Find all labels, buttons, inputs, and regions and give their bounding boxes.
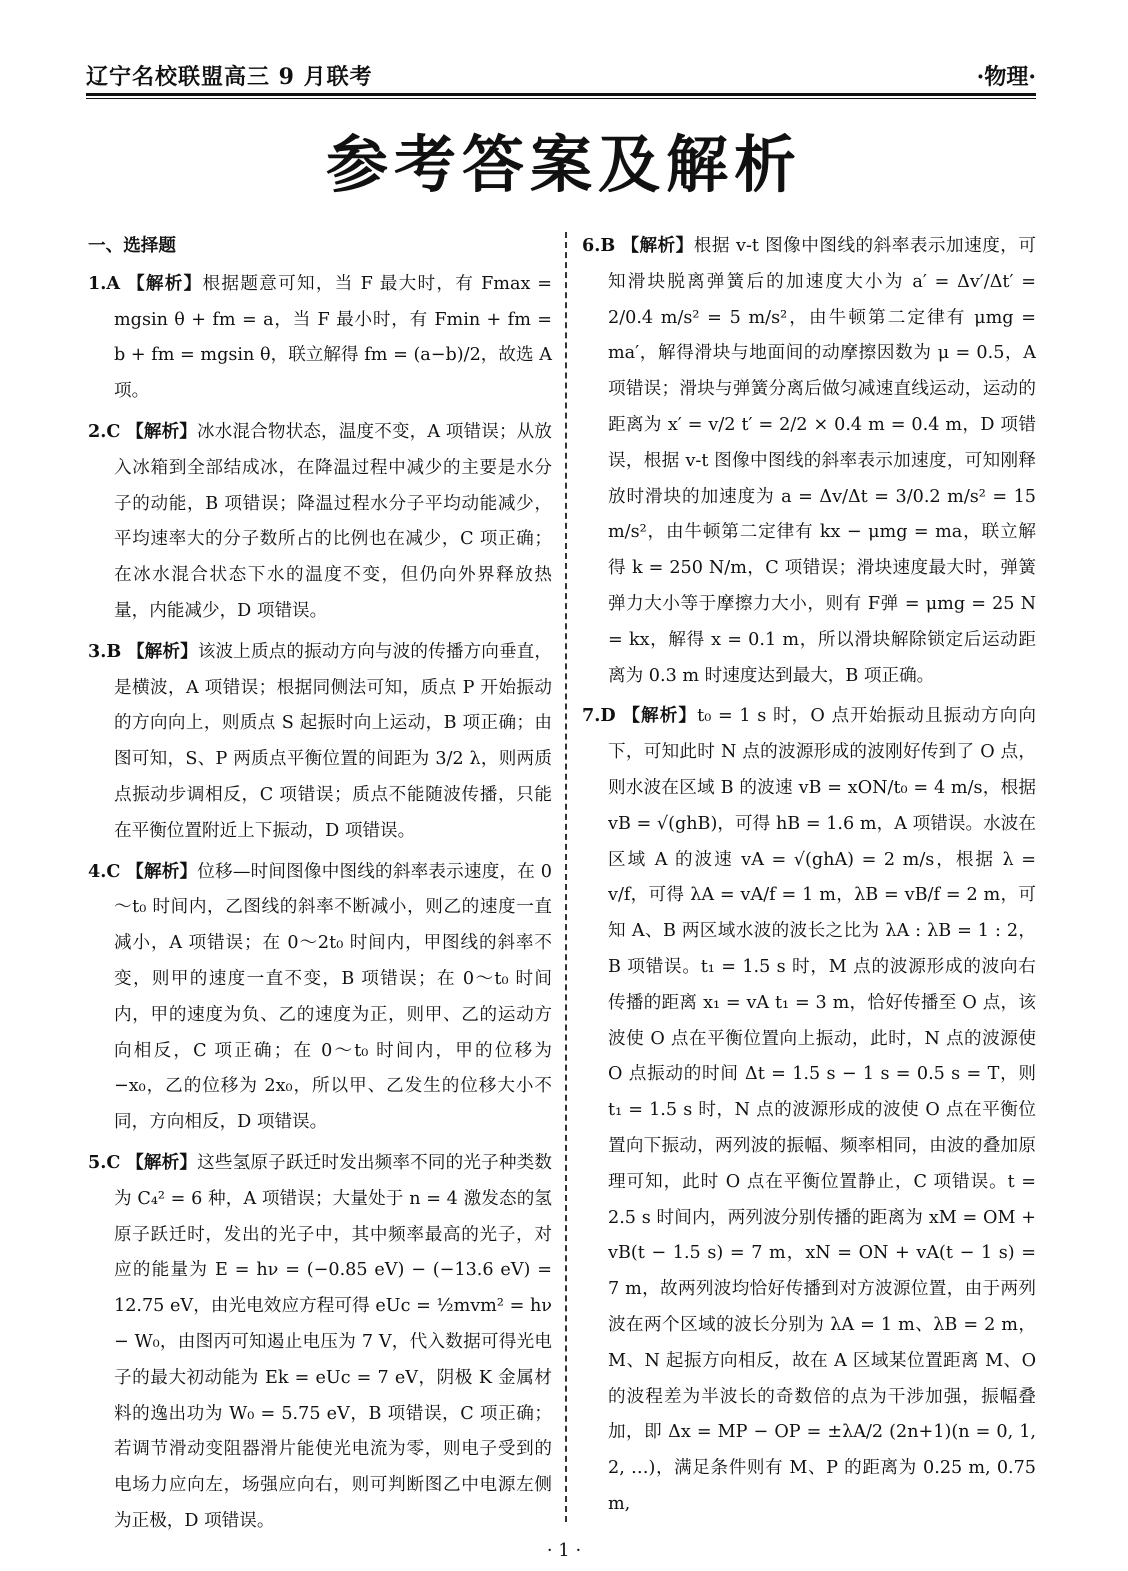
answer-item-2: [88, 414, 552, 630]
item-answer: B: [600, 235, 616, 256]
item-text: 根据 v-t 图像中图线的斜率表示加速度，可知滑块脱离弹簧后的加速度大小为 a′ = Δv′/Δt′ = 2/0.4 m/s² = 5 m/s²，由牛顿第二定律有 μmg = ma′，解得滑块与地面间的动摩擦因数为 μ = 0.5，A 项错误；滑块与弹簧分离后做匀减速直线运动，运动的距离为 x′ = v/2 t′ = 2/2 × 0.4 m = 0.4 m，D 项错误，根据 v-t 图像中图线的斜率表示加速度，可知刚释放时滑块的加速度为 a = Δv/Δt = 3/0.2 m/s² = 15 m/s²，由牛顿第二定律有 kx − μmg = ma，联立解得 k = 250 N/m，C 项错误；滑块速度最大时，弹簧弹力大小等于摩擦力大小，则有 F弹 = μmg = 25 N = kx，解得 x = 0.1 m，所以滑块解除锁定后运动距离为 0.3 m 时速度达到最大，B 项正确。: [608, 236, 1036, 686]
answer-item-1: [88, 266, 552, 410]
item-text: 冰水混合物状态，温度不变，A 项错误；从放入冰箱到全部结成冰，在降温过程中减少的主要是水分子的动能，B 项错误；降温过程水分子平均动能减少，平均速率大的分子数所占的比例也在减少，C 项正确；在冰水混合状态下水的温度不变，但仍向外界释放热量，内能减少，D 项错误。: [114, 421, 552, 621]
subject-label: ·物理·: [976, 64, 1036, 90]
item-text: 根据题意可知，当 F 最大时，有 Fmax = mgsin θ + fm = a，当 F 最小时，有 Fmin + fm = b + fm = mgsin θ，联立解得 fm = (a−b)/2，故选 A 项。: [114, 273, 553, 402]
answer-item-4: [88, 854, 552, 1141]
item-number: 2.: [88, 420, 107, 442]
item-tag: 【解析】: [621, 235, 694, 256]
page-number: · 1 ·: [546, 1540, 582, 1561]
item-answer: D: [600, 705, 616, 727]
item-number: 7.: [582, 705, 601, 727]
column-divider: [565, 232, 567, 1522]
page-header: [86, 60, 1036, 90]
header-rule: [86, 93, 1036, 96]
item-number: 3.: [88, 640, 107, 662]
item-answer: A: [106, 272, 121, 294]
header-rule-thin: [86, 98, 1036, 99]
item-tag: 【解析】: [126, 860, 198, 882]
section-heading: 一、选择题: [88, 235, 176, 256]
exam-title: 辽宁名校联盟高三 9 月联考: [86, 64, 373, 90]
item-answer: B: [106, 640, 122, 662]
item-text: 位移—时间图像中图线的斜率表示速度，在 0～t₀ 时间内，乙图线的斜率不断减小，则乙的速度一直减小，A 项错误；在 0～2t₀ 时间内，甲图线的斜率不变，则甲的速度一直不变，B 项错误；在 0～t₀ 时间内，甲的速度为负、乙的速度为正，则甲、乙的运动方向相反，C 项正确；在 0～t₀ 时间内，甲的位移为 −x₀，乙的位移为 2x₀，所以甲、乙发生的位移大小不同，方向相反，D 项错误。: [114, 861, 552, 1133]
item-number: 4.: [88, 860, 107, 882]
item-answer: C: [106, 420, 121, 442]
item-tag: 【解析】: [126, 1151, 198, 1173]
item-answer: C: [106, 860, 121, 882]
item-number: 5.: [88, 1151, 107, 1173]
item-number: 6.: [582, 235, 601, 256]
answer-item-5: [88, 1145, 552, 1540]
right-column: [582, 228, 1036, 1527]
item-text: t₀ = 1 s 时，O 点开始振动且振动方向向下，可知此时 N 点的波源形成的波刚好传到了 O 点，则水波在区域 B 的波速 vB = xON/t₀ = 4 m/s，根据 vB = √(ghB)，可得 hB = 1.6 m，A 项错误。水波在区域 A 的波速 vA = √(ghA) = 2 m/s，根据 λ = v/f，可得 λA = vA/f = 1 m，λB = vB/f = 2 m，可知 A、B 两区域水波的波长之比为 λA : λB = 1 : 2，B 项错误。t₁ = 1.5 s 时，M 点的波源形成的波向右传播的距离 x₁ = vA t₁ = 3 m，恰好传播至 O 点，该波使 O 点在平衡位置向上振动，此时，N 点的波源使 O 点振动的时间 Δt = 1.5 s − 1 s = 0.5 s = T，则 t₁ = 1.5 s 时，N 点的波源形成的波使 O 点在平衡位置向下振动，两列波的振幅、频率相同，由波的叠加原理可知，此时 O 点在平衡位置静止，C 项错误。t = 2.5 s 时间内，两列波分别传播的距离为 xM = OM + vB(t − 1.5 s) = 7 m，xN = ON + vA(t − 1 s) = 7 m，故两列波均恰好传播到对方波源位置，由于两列波在两个区域的波长分别为 λA = 1 m、λB = 2 m，M、N 起振方向相反，故在 A 区域某位置距离 M、O 的波程差为半波长的奇数倍的点为干涉加强，振幅叠加，即 Δx = MP − OP = ±λA/2 (2n+1)(n = 0, 1, 2, …)，满足条件则有 M、P 的距离为 0.25 m, 0.75 m,: [608, 706, 1036, 1514]
item-tag: 【解析】: [126, 640, 198, 662]
left-column: [88, 228, 552, 1544]
answer-item-6: [582, 228, 1036, 694]
document-title: 参考答案及解析: [325, 128, 802, 201]
item-tag: 【解析】: [126, 420, 198, 442]
answer-item-3: [88, 634, 552, 850]
item-tag: 【解析】: [126, 272, 203, 294]
item-number: 1.: [88, 272, 107, 294]
item-text: 该波上质点的振动方向与波的传播方向垂直，是横波，A 项错误；根据同侧法可知，质点 P 开始振动的方向向上，则质点 S 起振时向上运动，B 项正确；由图可知，S、P 两质点平衡位置的间距为 3/2 λ，则两质点振动步调相反，C 项错误；质点不能随波传播，只能在平衡位置附近上下振动，D 项错误。: [114, 641, 552, 841]
item-answer: C: [106, 1151, 121, 1173]
answer-item-7: [582, 698, 1036, 1522]
item-text: 这些氢原子跃迁时发出频率不同的光子种类数为 C₄² = 6 种，A 项错误；大量处于 n = 4 激发态的氢原子跃迁时，发出的光子中，其中频率最高的光子，对应的能量为 E = hν = (−0.85 eV) − (−13.6 eV) = 12.75 eV，由光电效应方程可得 eUc = ½mvm² = hν − W₀，由图丙可知遏止电压为 7 V，代入数据可得光电子的最大初动能为 Ek = eUc = 7 eV，阴极 K 金属材料的逸出功为 W₀ = 5.75 eV，B 项错误，C 项正确；若调节滑动变阻器滑片能使光电流为零，则电子受到的电场力应向左，场强应向右，则可判断图乙中电源左侧为正极，D 项错误。: [114, 1152, 552, 1531]
item-tag: 【解析】: [622, 705, 698, 727]
